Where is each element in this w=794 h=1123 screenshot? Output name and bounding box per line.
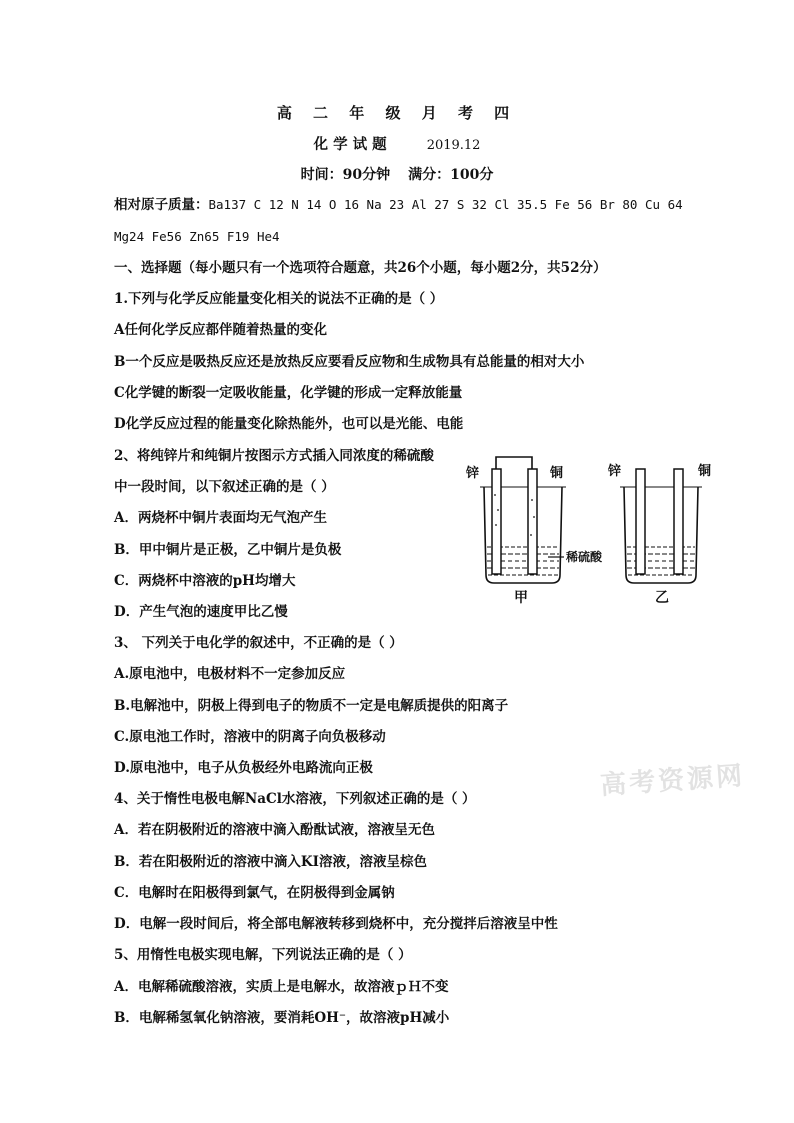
q1-option-d: D化学反应过程的能量变化除热能外，也可以是光能、电能 [114, 416, 464, 432]
atomic-mass-values: Ba137 C 12 N 14 O 16 Na 23 Al 27 S 32 Cl 35.5 Fe 56 Br 80 Cu 64 [208, 197, 683, 212]
atomic-mass-label: 相对原子质量： [114, 197, 209, 213]
q2-option-b: B．甲中铜片是正极，乙中铜片是负极 [114, 542, 342, 558]
q2-option-a: A．两烧杯中铜片表面均无气泡产生 [114, 510, 327, 526]
atomic-mass-line2 [114, 227, 280, 247]
q4-stem: 4、关于惰性电极电解NaCl水溶液，下列叙述正确的是（ ） [114, 791, 476, 807]
exam-subtitle [0, 133, 794, 154]
q5-option-b: B．电解稀氢氧化钠溶液，要消耗OH⁻，故溶液pH减小 [114, 1010, 450, 1026]
q3-option-d: D.原电池中，电子从负极经外电路流向正极 [114, 760, 373, 776]
q2-stem-2: 中一段时间，以下叙述正确的是（ ） [114, 479, 335, 495]
q2-option-c: C．两烧杯中溶液的pH均增大 [114, 573, 296, 589]
wire-a [496, 457, 532, 469]
q1-option-b: B一个反应是吸热反应还是放热反应要看反应物和生成物具有总能量的相对大小 [114, 354, 585, 370]
atomic-mass-line1 [114, 195, 683, 215]
q4-option-b: B．若在阳极附近的溶液中滴入KI溶液，溶液呈棕色 [114, 854, 427, 870]
q1-option-a: A任何化学反应都伴随着热量的变化 [114, 322, 327, 338]
beaker-a-label: 甲 [514, 590, 528, 605]
atomic-mass-values-2: Mg24 Fe56 Zn65 F19 He4 [114, 229, 280, 244]
q4-option-d: D．电解一段时间后，将全部电解液转移到烧杯中，充分搅拌后溶液呈中性 [114, 916, 558, 932]
galvanic-cell-figure [462, 455, 722, 605]
zinc-label-b: 锌 [608, 464, 622, 479]
copper-label-a: 铜 [550, 466, 564, 481]
q4-option-c: C．电解时在阳极得到氯气，在阴极得到金属钠 [114, 885, 395, 901]
subject-label: 化 学 试 题 [313, 136, 387, 153]
section-heading: 一、选择题（每小题只有一个选项符合题意，共26个小题，每小题2分，共52分） [114, 260, 607, 276]
q1-stem: 1.下列与化学反应能量变化相关的说法不正确的是（ ） [114, 291, 444, 307]
zinc-electrode-a [492, 469, 501, 574]
q3-option-a: A.原电池中，电极材料不一定参加反应 [114, 666, 346, 682]
q5-option-a: A．电解稀硫酸溶液，实质上是电解水，故溶液ｐＨ不变 [114, 979, 449, 995]
time-label: 时间：90分钟 [300, 167, 391, 183]
acid-label: 稀硫酸 [566, 550, 603, 564]
q5-stem: 5、用惰性电极实现电解，下列说法正确的是（ ） [114, 947, 412, 963]
exam-title: 高 二 年 级 月 考 四 [276, 104, 518, 122]
exam-date: 2019.12 [426, 138, 481, 153]
q3-stem: 3、 下列关于电化学的叙述中，不正确的是（ ） [114, 635, 403, 651]
q3-option-c: C.原电池工作时，溶液中的阴离子向负极移动 [114, 729, 386, 745]
q1-option-c: C化学键的断裂一定吸收能量，化学键的形成一定释放能量 [114, 385, 463, 401]
zinc-electrode-b [636, 469, 645, 574]
q2-stem-1: 2、将纯锌片和纯铜片按图示方式插入同浓度的稀硫酸 [114, 448, 434, 464]
watermark: 高考资源网 [599, 760, 747, 802]
q2-option-d: D．产生气泡的速度甲比乙慢 [114, 604, 288, 620]
copper-electrode-b [674, 469, 683, 574]
beaker-b [620, 487, 702, 583]
q4-option-a: A．若在阴极附近的溶液中滴入酚酞试液，溶液呈无色 [114, 822, 435, 838]
exam-meta [0, 164, 794, 184]
copper-label-b: 铜 [698, 464, 712, 479]
q3-option-b: B.电解池中，阴极上得到电子的物质不一定是电解质提供的阳离子 [114, 698, 509, 714]
beaker-b-label: 乙 [655, 590, 669, 605]
score-label: 满分：100分 [408, 167, 494, 183]
zinc-label-a: 锌 [466, 466, 480, 481]
copper-electrode-a [528, 469, 537, 574]
